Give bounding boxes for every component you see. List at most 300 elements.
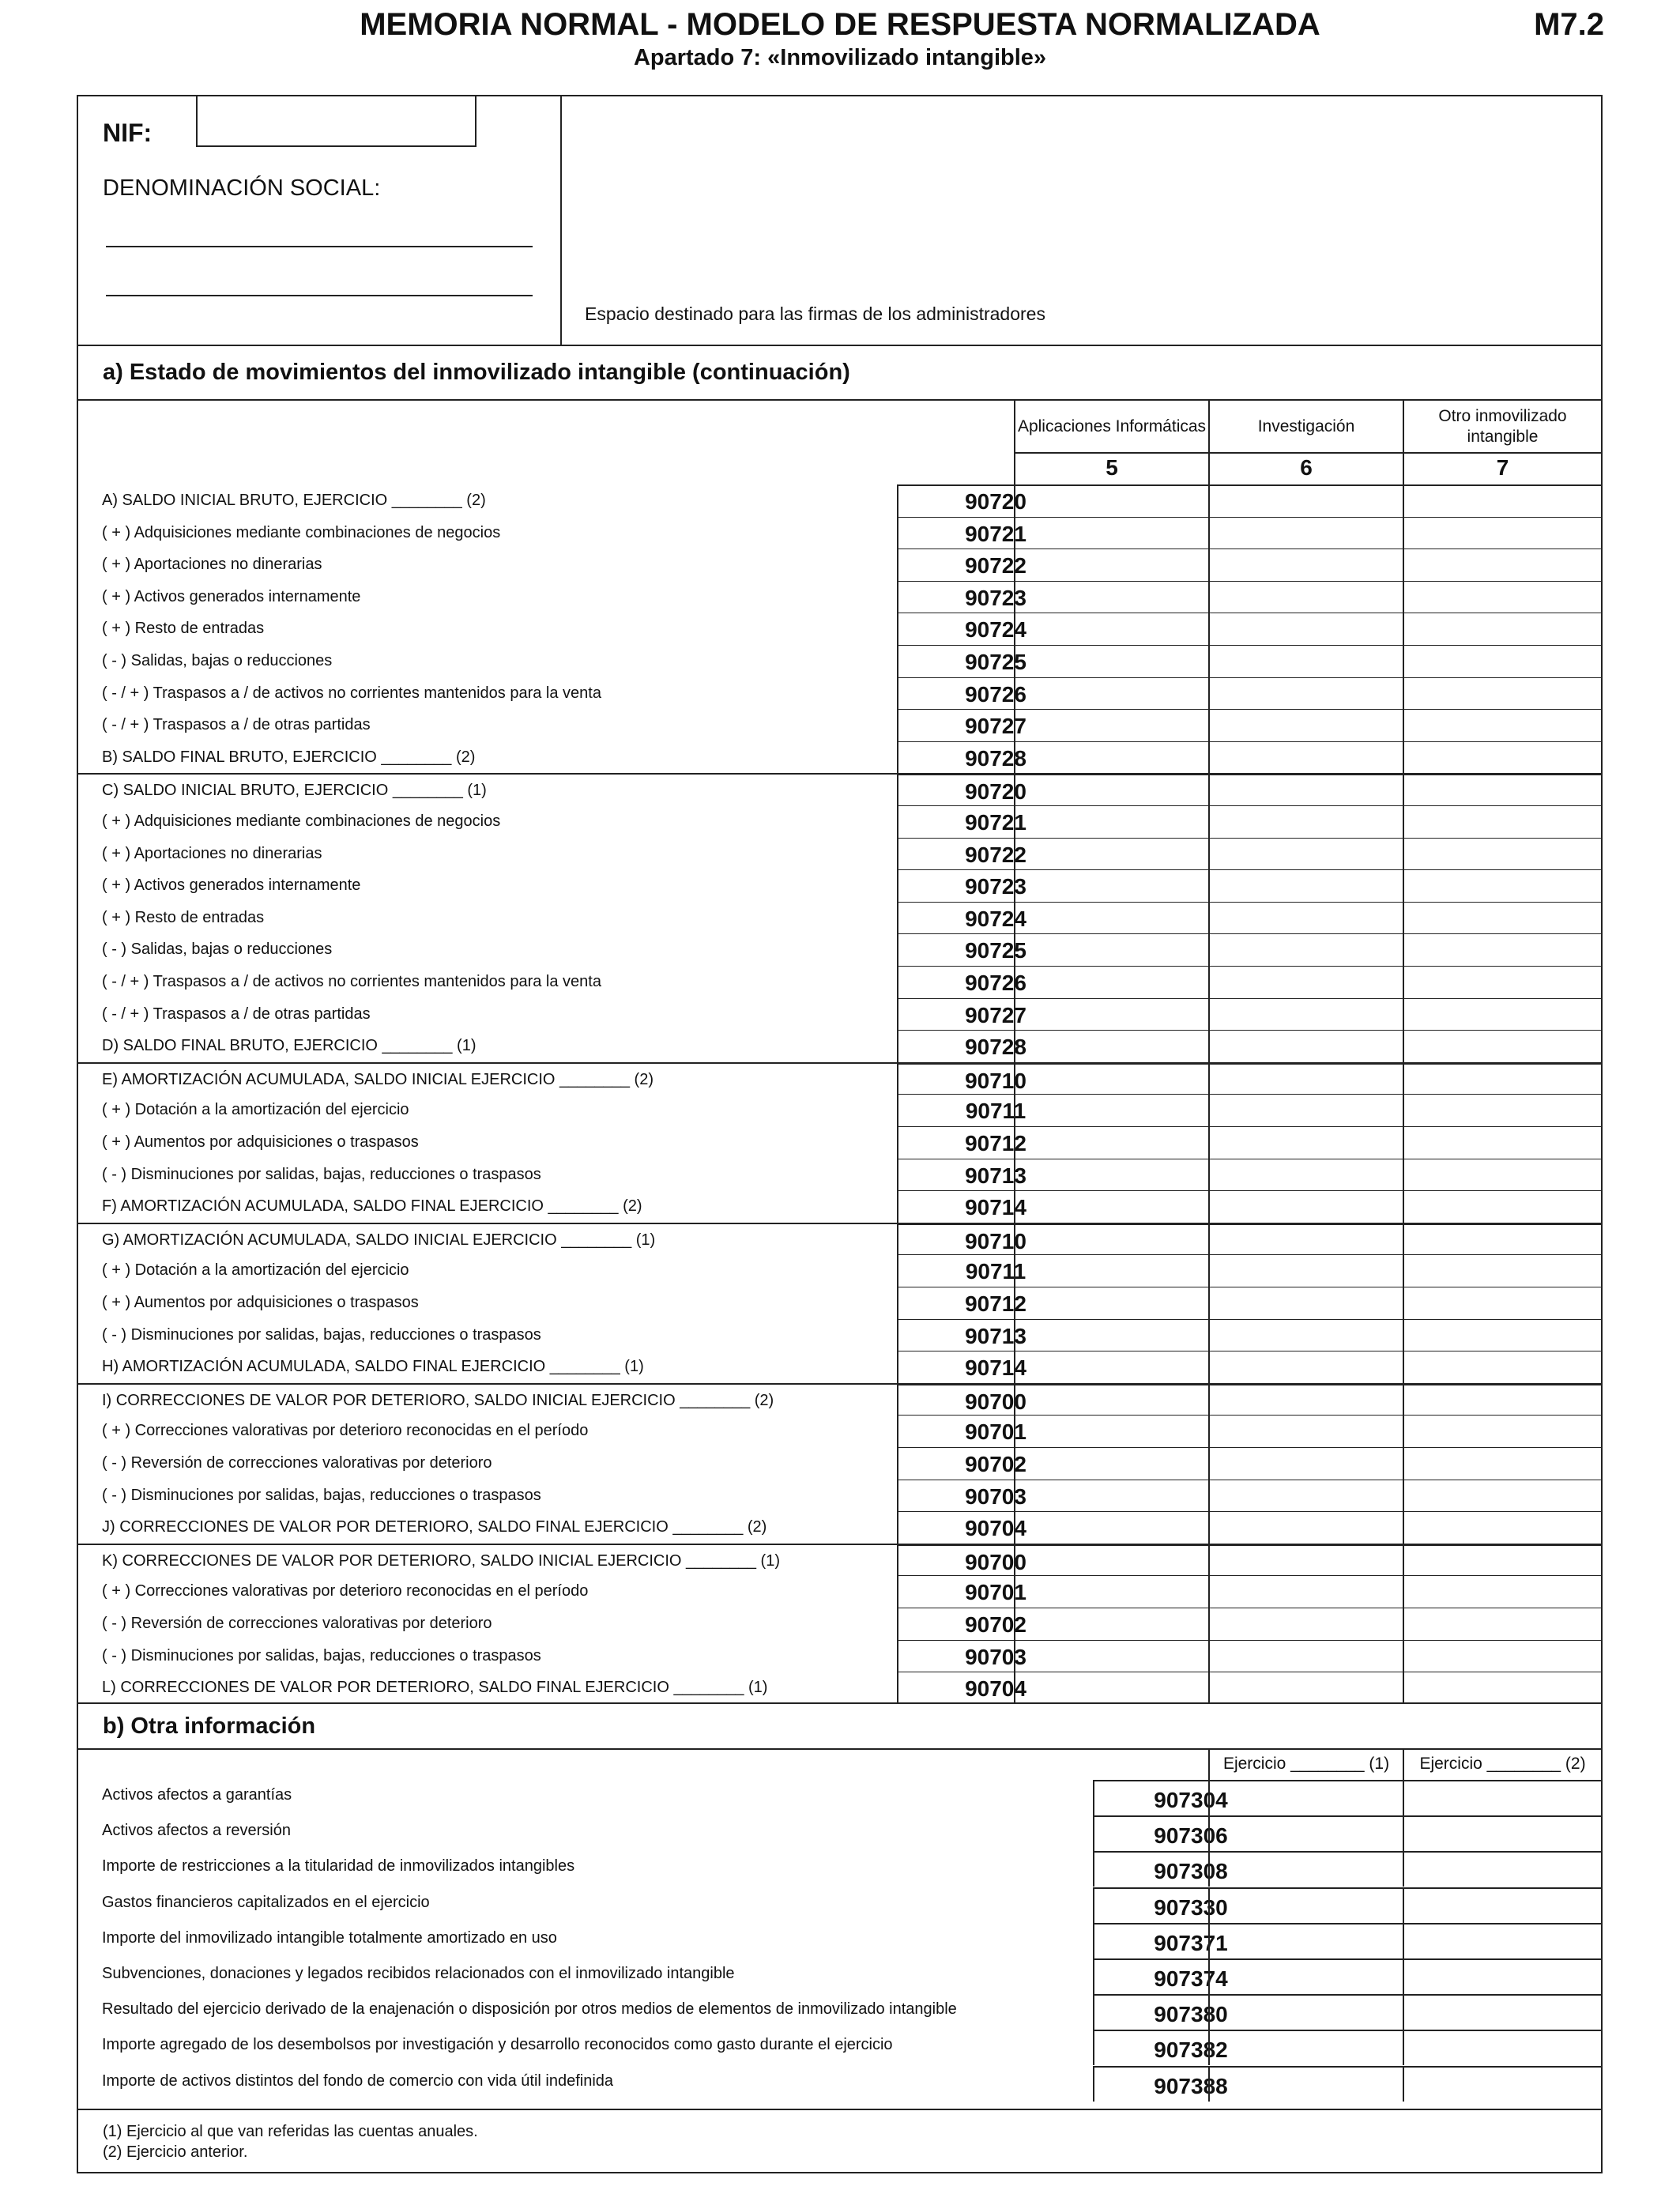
cell-aplicaciones[interactable]: [1014, 838, 1208, 870]
table-row: [78, 645, 1601, 677]
cell-otro[interactable]: [1403, 613, 1601, 645]
row-label: I) CORRECCIONES DE VALOR POR DETERIORO, SALDO INICIAL EJERCICIO ________ (2): [102, 1391, 774, 1409]
cell-investigacion[interactable]: [1208, 998, 1403, 1031]
cell-investigacion[interactable]: [1208, 1254, 1403, 1287]
table-row: [78, 773, 1601, 807]
cell-aplicaciones[interactable]: [1014, 869, 1208, 902]
table-row: [78, 1511, 1601, 1544]
column-header-ejercicio-1: Ejercicio ________ (1): [1222, 1755, 1390, 1773]
row-code: 90710: [897, 1224, 1093, 1257]
row-label: ( - / + ) Traspasos a / de otras partidas: [102, 716, 371, 734]
table-row: [78, 1672, 1601, 1704]
row-label: ( + ) Adquisiciones mediante combinaciones de negocios: [102, 812, 501, 830]
row-code: 90702: [897, 1608, 1093, 1640]
table-row: [78, 1575, 1601, 1608]
cell-investigacion[interactable]: [1208, 517, 1403, 549]
column-header-otro: Otro inmovilizado intangible: [1438, 407, 1567, 446]
row-code: 90702: [897, 1447, 1093, 1480]
table-row: [78, 1190, 1601, 1223]
cell-aplicaciones[interactable]: [1014, 1287, 1208, 1319]
table-row: [78, 677, 1601, 710]
cell-investigacion[interactable]: [1208, 1385, 1403, 1417]
cell-aplicaciones[interactable]: [1014, 966, 1208, 998]
form-code: M7.2: [1534, 7, 1604, 42]
row-label: ( - ) Reversión de correcciones valorativas por deterioro: [102, 1454, 492, 1472]
identification-divider: [560, 95, 562, 345]
row-code: 907308: [1093, 1851, 1287, 1887]
cell-ejercicio-2[interactable]: [1403, 1923, 1601, 1958]
divider: [78, 345, 1601, 346]
row-code: 90721: [897, 517, 1093, 549]
row-label: K) CORRECCIONES DE VALOR POR DETERIORO, SALDO INICIAL EJERCICIO ________ (1): [102, 1551, 780, 1570]
row-label: ( - / + ) Traspasos a / de otras partidas: [102, 1005, 371, 1023]
table-row: [78, 805, 1601, 838]
table-row: [78, 902, 1601, 934]
row-label: H) AMORTIZACIÓN ACUMULADA, SALDO FINAL EJERCICIO ________ (1): [102, 1358, 644, 1376]
cell-ejercicio-1[interactable]: [1208, 1994, 1403, 2030]
row-label: ( + ) Dotación a la amortización del ejercicio: [102, 1101, 409, 1119]
cell-otro[interactable]: [1403, 1608, 1601, 1640]
cell-otro[interactable]: [1403, 1415, 1601, 1447]
section-b-title: b) Otra información: [103, 1713, 316, 1739]
cell-aplicaciones[interactable]: [1014, 1640, 1208, 1672]
table-row: [78, 1319, 1601, 1351]
table-row: [78, 1815, 1601, 1851]
table-row: [78, 1780, 1601, 1815]
column-header-ejercicio-2: Ejercicio ________ (2): [1419, 1755, 1586, 1773]
cell-aplicaciones[interactable]: [1014, 581, 1208, 613]
cell-aplicaciones[interactable]: [1014, 1480, 1208, 1512]
cell-otro[interactable]: [1403, 1159, 1601, 1191]
row-label: ( - ) Salidas, bajas o reducciones: [102, 652, 333, 669]
table-row: [78, 1287, 1601, 1319]
denominacion-label: DENOMINACIÓN SOCIAL:: [103, 175, 381, 201]
table-row: [78, 1415, 1601, 1447]
cell-investigacion[interactable]: [1208, 1545, 1403, 1578]
cell-ejercicio-1[interactable]: [1208, 1815, 1403, 1851]
row-code: 907304: [1093, 1780, 1287, 1815]
row-label: Activos afectos a garantías: [102, 1786, 292, 1804]
table-row: [78, 838, 1601, 870]
cell-otro[interactable]: [1403, 1064, 1601, 1096]
row-label: ( - ) Disminuciones por salidas, bajas, reducciones o traspasos: [102, 1325, 541, 1344]
cell-otro[interactable]: [1403, 869, 1601, 902]
cell-aplicaciones[interactable]: [1014, 1159, 1208, 1191]
row-label: ( + ) Dotación a la amortización del ejercicio: [102, 1261, 409, 1280]
cell-otro[interactable]: [1403, 1575, 1601, 1608]
table-row: [78, 1351, 1601, 1383]
footnote-1: (1) Ejercicio al que van referidas las cuentas anuales.: [103, 2123, 478, 2140]
row-code: 90704: [897, 1672, 1093, 1704]
table-row: [78, 1923, 1601, 1958]
cell-investigacion[interactable]: [1208, 1575, 1403, 1608]
divider: [78, 1702, 1601, 1704]
cell-investigacion[interactable]: [1208, 869, 1403, 902]
cell-aplicaciones[interactable]: [1014, 709, 1208, 741]
row-code: 907388: [1093, 2066, 1287, 2102]
row-code: 90726: [897, 966, 1093, 998]
table-row: [78, 1544, 1601, 1578]
cell-otro[interactable]: [1403, 645, 1601, 677]
row-code: 90726: [897, 677, 1093, 710]
cell-ejercicio-2[interactable]: [1403, 1958, 1601, 1994]
cell-aplicaciones[interactable]: [1014, 1545, 1208, 1578]
table-row: [78, 741, 1601, 774]
row-code: 907330: [1093, 1887, 1287, 1923]
row-label: L) CORRECCIONES DE VALOR POR DETERIORO, SALDO FINAL EJERCICIO ________ (1): [102, 1679, 768, 1697]
cell-aplicaciones[interactable]: [1014, 1415, 1208, 1447]
table-row: [78, 613, 1601, 645]
section-a-title: a) Estado de movimientos del inmovilizado intangible (continuación): [103, 360, 850, 385]
table-row: [78, 1094, 1601, 1126]
cell-ejercicio-1[interactable]: [1208, 1780, 1403, 1815]
cell-otro[interactable]: [1403, 1287, 1601, 1319]
column-header-aplicaciones: Aplicaciones Informáticas: [1017, 417, 1207, 435]
row-label: Importe agregado de los desembolsos por investigación y desarrollo reconocidos como gasto durante el ejercicio: [102, 2036, 893, 2054]
cell-aplicaciones[interactable]: [1014, 677, 1208, 710]
cell-otro[interactable]: [1403, 741, 1601, 774]
cell-investigacion[interactable]: [1208, 613, 1403, 645]
cell-investigacion[interactable]: [1208, 1480, 1403, 1512]
row-label: ( + ) Activos generados internamente: [102, 876, 361, 895]
row-label: A) SALDO INICIAL BRUTO, EJERCICIO ________ (2): [102, 492, 486, 509]
cell-otro[interactable]: [1403, 1319, 1601, 1351]
cell-ejercicio-2[interactable]: [1403, 1851, 1601, 1887]
cell-aplicaciones[interactable]: [1014, 1351, 1208, 1383]
cell-aplicaciones[interactable]: [1014, 1224, 1208, 1257]
row-label: ( - ) Disminuciones por salidas, bajas, reducciones o traspasos: [102, 1165, 541, 1183]
row-code: 907371: [1093, 1923, 1287, 1958]
cell-investigacion[interactable]: [1208, 1030, 1403, 1062]
cell-otro[interactable]: [1403, 548, 1601, 581]
row-label: Activos afectos a reversión: [102, 1822, 291, 1840]
cell-aplicaciones[interactable]: [1014, 1094, 1208, 1126]
cell-aplicaciones[interactable]: [1014, 517, 1208, 549]
row-label: ( - ) Disminuciones por salidas, bajas, reducciones o traspasos: [102, 1646, 541, 1664]
cell-otro[interactable]: [1403, 1672, 1601, 1704]
cell-investigacion[interactable]: [1208, 645, 1403, 677]
column-number-5: 5: [1106, 455, 1118, 480]
cell-investigacion[interactable]: [1208, 1415, 1403, 1447]
row-label: F) AMORTIZACIÓN ACUMULADA, SALDO FINAL EJERCICIO ________ (2): [102, 1197, 642, 1216]
cell-otro[interactable]: [1403, 1224, 1601, 1257]
cell-otro[interactable]: [1403, 933, 1601, 966]
cell-otro[interactable]: [1403, 1480, 1601, 1512]
cell-investigacion[interactable]: [1208, 1126, 1403, 1159]
cell-ejercicio-1[interactable]: [1208, 1958, 1403, 1994]
row-label: ( + ) Correcciones valorativas por deterioro reconocidas en el período: [102, 1422, 589, 1440]
cell-ejercicio-2[interactable]: [1403, 1815, 1601, 1851]
row-code: 90720: [897, 484, 1093, 517]
row-label: ( + ) Aumentos por adquisiciones o traspasos: [102, 1133, 419, 1151]
cell-ejercicio-2[interactable]: [1403, 1780, 1601, 1815]
cell-investigacion[interactable]: [1208, 1224, 1403, 1257]
row-label: E) AMORTIZACIÓN ACUMULADA, SALDO INICIAL EJERCICIO ________ (2): [102, 1070, 654, 1088]
row-code: 90724: [897, 902, 1093, 934]
divider: [78, 1748, 1601, 1750]
cell-aplicaciones[interactable]: [1014, 484, 1208, 517]
row-label: Gastos financieros capitalizados en el ejercicio: [102, 1893, 430, 1911]
row-label: ( + ) Resto de entradas: [102, 908, 265, 926]
cell-investigacion[interactable]: [1208, 805, 1403, 838]
cell-aplicaciones[interactable]: [1014, 933, 1208, 966]
row-code: 90724: [897, 613, 1093, 645]
cell-investigacion[interactable]: [1208, 484, 1403, 517]
row-code: 90722: [897, 548, 1093, 581]
row-code: 907306: [1093, 1815, 1287, 1851]
row-label: ( - ) Reversión de correcciones valorativas por deterioro: [102, 1615, 492, 1632]
row-code: 90714: [897, 1190, 1093, 1223]
cell-aplicaciones[interactable]: [1014, 1608, 1208, 1640]
cell-ejercicio-2[interactable]: [1403, 2030, 1601, 2065]
cell-otro[interactable]: [1403, 838, 1601, 870]
cell-ejercicio-1[interactable]: [1208, 2030, 1403, 2065]
nif-label: NIF:: [103, 119, 153, 147]
divider: [78, 399, 1601, 401]
divider: [78, 2109, 1601, 2110]
row-label: ( + ) Aumentos por adquisiciones o traspasos: [102, 1294, 419, 1311]
cell-investigacion[interactable]: [1208, 1640, 1403, 1672]
cell-investigacion[interactable]: [1208, 1351, 1403, 1383]
table-row: [78, 1159, 1601, 1191]
row-code: 90722: [897, 838, 1093, 870]
cell-aplicaciones[interactable]: [1014, 805, 1208, 838]
cell-investigacion[interactable]: [1208, 775, 1403, 807]
table-row: [78, 548, 1601, 581]
row-code: 90703: [897, 1480, 1093, 1512]
denominacion-line-2[interactable]: [106, 295, 533, 296]
table-row: [78, 1383, 1601, 1417]
row-code: 90725: [897, 933, 1093, 966]
cell-aplicaciones[interactable]: [1014, 548, 1208, 581]
row-label: ( + ) Activos generados internamente: [102, 587, 361, 605]
row-code: 90721: [897, 805, 1093, 838]
table-row: [78, 484, 1601, 517]
cell-investigacion[interactable]: [1208, 1319, 1403, 1351]
page-title: MEMORIA NORMAL - MODELO DE RESPUESTA NORMALIZADA: [360, 7, 1320, 42]
row-code: 90700: [897, 1545, 1093, 1578]
column-number-6: 6: [1300, 455, 1313, 480]
cell-ejercicio-2[interactable]: [1403, 1887, 1601, 1923]
table-row: [78, 1851, 1601, 1887]
firmas-area[interactable]: [585, 103, 1596, 292]
cell-aplicaciones[interactable]: [1014, 1190, 1208, 1223]
table-row: [78, 1062, 1601, 1096]
cell-investigacion[interactable]: [1208, 1190, 1403, 1223]
cell-aplicaciones[interactable]: [1014, 998, 1208, 1031]
cell-aplicaciones[interactable]: [1014, 775, 1208, 807]
cell-otro[interactable]: [1403, 1447, 1601, 1480]
cell-aplicaciones[interactable]: [1014, 1064, 1208, 1096]
cell-aplicaciones[interactable]: [1014, 1385, 1208, 1417]
row-label: ( - ) Disminuciones por salidas, bajas, reducciones o traspasos: [102, 1486, 541, 1504]
cell-investigacion[interactable]: [1208, 838, 1403, 870]
cell-otro[interactable]: [1403, 677, 1601, 710]
row-code: 90710: [897, 1064, 1093, 1096]
cell-aplicaciones[interactable]: [1014, 645, 1208, 677]
cell-otro[interactable]: [1403, 1511, 1601, 1544]
row-label: Importe del inmovilizado intangible totalmente amortizado en uso: [102, 1928, 557, 1947]
cell-otro[interactable]: [1403, 1126, 1601, 1159]
cell-investigacion[interactable]: [1208, 1287, 1403, 1319]
row-code: 90701: [897, 1415, 1093, 1447]
cell-ejercicio-1[interactable]: [1208, 1923, 1403, 1958]
cell-investigacion[interactable]: [1208, 581, 1403, 613]
cell-investigacion[interactable]: [1208, 741, 1403, 774]
nif-input-box[interactable]: [196, 95, 477, 147]
row-label: ( + ) Aportaciones no dinerarias: [102, 556, 322, 574]
cell-otro[interactable]: [1403, 1640, 1601, 1672]
cell-otro[interactable]: [1403, 1545, 1601, 1578]
row-label: Importe de restricciones a la titularidad de inmovilizados intangibles: [102, 1857, 575, 1875]
row-code: 90723: [897, 869, 1093, 902]
table-row: [78, 1887, 1601, 1923]
cell-investigacion[interactable]: [1208, 548, 1403, 581]
cell-otro[interactable]: [1403, 709, 1601, 741]
row-label: D) SALDO FINAL BRUTO, EJERCICIO ________ (1): [102, 1037, 477, 1055]
row-label: ( - / + ) Traspasos a / de activos no corrientes mantenidos para la venta: [102, 684, 601, 702]
cell-otro[interactable]: [1403, 1190, 1601, 1223]
row-code: 90728: [897, 1030, 1093, 1062]
denominacion-line-1[interactable]: [106, 246, 533, 247]
cell-aplicaciones[interactable]: [1014, 902, 1208, 934]
cell-otro[interactable]: [1403, 1254, 1601, 1287]
table-row: [78, 1480, 1601, 1512]
table-row: [78, 869, 1601, 902]
cell-investigacion[interactable]: [1208, 1608, 1403, 1640]
cell-investigacion[interactable]: [1208, 1672, 1403, 1704]
page-subtitle: Apartado 7: «Inmovilizado intangible»: [633, 45, 1047, 70]
footnote-2: (2) Ejercicio anterior.: [103, 2143, 248, 2161]
row-code: 907382: [1093, 2030, 1287, 2065]
table-row: [78, 1254, 1601, 1287]
table-row: [78, 1447, 1601, 1480]
cell-otro[interactable]: [1403, 1351, 1601, 1383]
row-code: 90712: [897, 1126, 1093, 1159]
row-label: ( + ) Resto de entradas: [102, 620, 265, 638]
row-code: 90727: [897, 998, 1093, 1031]
table-row: [78, 709, 1601, 741]
row-code: 907374: [1093, 1958, 1287, 1994]
table-row: [78, 1640, 1601, 1672]
cell-ejercicio-1[interactable]: [1208, 1851, 1403, 1887]
column-number-7: 7: [1496, 455, 1509, 480]
table-row: [78, 1608, 1601, 1640]
cell-otro[interactable]: [1403, 484, 1601, 517]
row-label: ( + ) Correcciones valorativas por deterioro reconocidas en el período: [102, 1582, 589, 1600]
cell-ejercicio-1[interactable]: [1208, 2066, 1403, 2102]
row-code: 90725: [897, 645, 1093, 677]
cell-otro[interactable]: [1403, 581, 1601, 613]
row-label: Subvenciones, donaciones y legados recibidos relacionados con el inmovilizado intangible: [102, 1965, 735, 1982]
column-header-investigacion: Investigación: [1257, 417, 1355, 435]
cell-ejercicio-2[interactable]: [1403, 2066, 1601, 2102]
table-row: [78, 581, 1601, 613]
row-code: 90711: [897, 1094, 1093, 1126]
row-label: ( - / + ) Traspasos a / de activos no corrientes mantenidos para la venta: [102, 973, 601, 990]
table-row: [78, 1994, 1601, 2030]
cell-investigacion[interactable]: [1208, 933, 1403, 966]
row-code: 90723: [897, 581, 1093, 613]
table-row: [78, 2030, 1601, 2065]
cell-aplicaciones[interactable]: [1014, 1575, 1208, 1608]
row-code: 907380: [1093, 1994, 1287, 2030]
row-code: 90704: [897, 1511, 1093, 1544]
cell-otro[interactable]: [1403, 775, 1601, 807]
table-row: [78, 933, 1601, 966]
cell-otro[interactable]: [1403, 998, 1601, 1031]
table-row: [78, 517, 1601, 549]
cell-investigacion[interactable]: [1208, 1064, 1403, 1096]
cell-investigacion[interactable]: [1208, 1447, 1403, 1480]
cell-investigacion[interactable]: [1208, 902, 1403, 934]
row-label: J) CORRECCIONES DE VALOR POR DETERIORO, SALDO FINAL EJERCICIO ________ (2): [102, 1518, 767, 1536]
cell-investigacion[interactable]: [1208, 677, 1403, 710]
cell-otro[interactable]: [1403, 902, 1601, 934]
cell-otro[interactable]: [1403, 1030, 1601, 1062]
cell-aplicaciones[interactable]: [1014, 613, 1208, 645]
cell-aplicaciones[interactable]: [1014, 1511, 1208, 1544]
row-label: ( - ) Salidas, bajas o reducciones: [102, 941, 333, 959]
cell-otro[interactable]: [1403, 1385, 1601, 1417]
table-row: [78, 1223, 1601, 1257]
cell-aplicaciones[interactable]: [1014, 741, 1208, 774]
row-label: ( + ) Adquisiciones mediante combinaciones de negocios: [102, 523, 501, 541]
table-row: [78, 1126, 1601, 1159]
row-code: 90714: [897, 1351, 1093, 1383]
row-label: Resultado del ejercicio derivado de la enajenación o disposición por otros medios de elementos de inmovilizado intangible: [102, 2000, 957, 2019]
cell-otro[interactable]: [1403, 517, 1601, 549]
cell-otro[interactable]: [1403, 805, 1601, 838]
row-label: C) SALDO INICIAL BRUTO, EJERCICIO ________ (1): [102, 782, 487, 800]
row-code: 90713: [897, 1159, 1093, 1191]
row-code: 90701: [897, 1575, 1093, 1608]
cell-ejercicio-2[interactable]: [1403, 1994, 1601, 2030]
row-label: G) AMORTIZACIÓN ACUMULADA, SALDO INICIAL EJERCICIO ________ (1): [102, 1231, 656, 1249]
cell-aplicaciones[interactable]: [1014, 1030, 1208, 1062]
cell-aplicaciones[interactable]: [1014, 1672, 1208, 1704]
cell-aplicaciones[interactable]: [1014, 1126, 1208, 1159]
row-code: 90703: [897, 1640, 1093, 1672]
table-row: [78, 998, 1601, 1031]
row-code: 90700: [897, 1385, 1093, 1417]
cell-investigacion[interactable]: [1208, 709, 1403, 741]
row-code: 90720: [897, 775, 1093, 807]
cell-investigacion[interactable]: [1208, 1159, 1403, 1191]
table-row: [78, 1030, 1601, 1062]
table-row: [78, 2066, 1601, 2102]
row-label: ( + ) Aportaciones no dinerarias: [102, 844, 322, 862]
cell-otro[interactable]: [1403, 966, 1601, 998]
cell-investigacion[interactable]: [1208, 966, 1403, 998]
row-label: Importe de activos distintos del fondo de comercio con vida útil indefinida: [102, 2071, 614, 2090]
cell-ejercicio-1[interactable]: [1208, 1887, 1403, 1923]
cell-aplicaciones[interactable]: [1014, 1254, 1208, 1287]
table-row: [78, 1958, 1601, 1994]
row-code: 90727: [897, 709, 1093, 741]
row-code: 90728: [897, 741, 1093, 774]
divider: [1014, 452, 1601, 454]
cell-aplicaciones[interactable]: [1014, 1319, 1208, 1351]
firmas-label: Espacio destinado para las firmas de los administradores: [585, 303, 1045, 324]
table-row: [78, 966, 1601, 998]
cell-investigacion[interactable]: [1208, 1094, 1403, 1126]
cell-otro[interactable]: [1403, 1094, 1601, 1126]
row-code: 90713: [897, 1319, 1093, 1351]
row-code: 90711: [897, 1254, 1093, 1287]
cell-investigacion[interactable]: [1208, 1511, 1403, 1544]
cell-aplicaciones[interactable]: [1014, 1447, 1208, 1480]
